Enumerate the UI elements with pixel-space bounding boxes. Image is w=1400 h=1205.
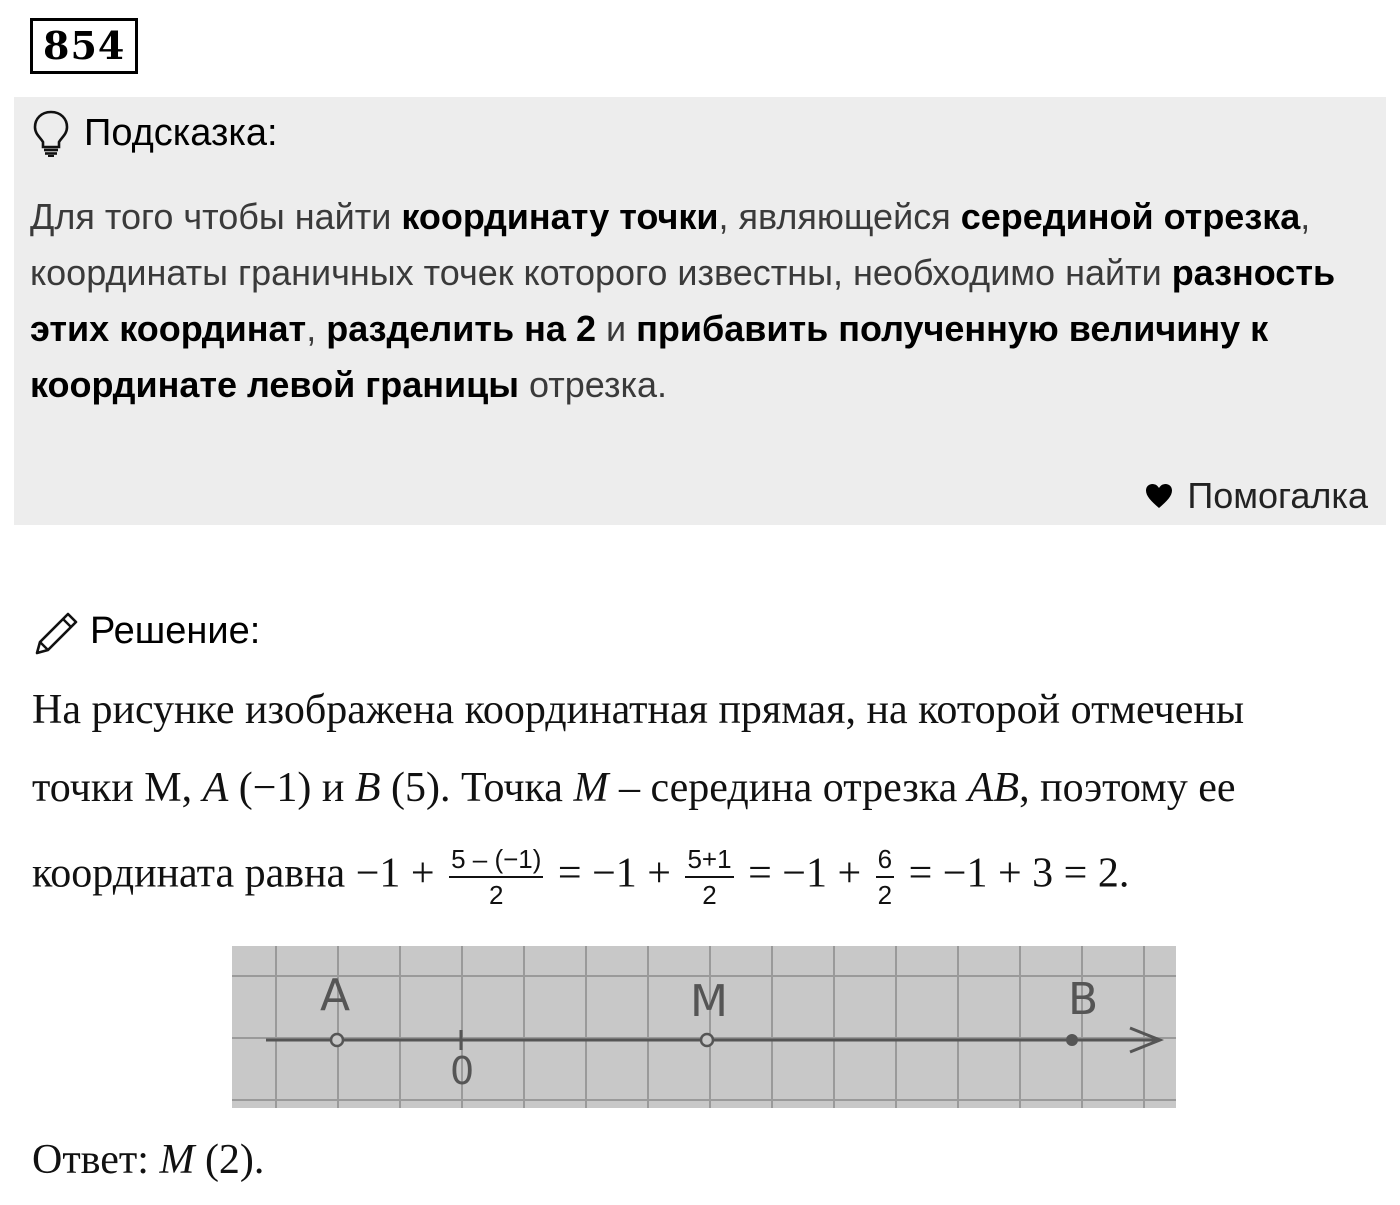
point-m-dot <box>701 1034 713 1046</box>
answer <box>32 1136 264 1184</box>
fraction-1 <box>449 842 543 912</box>
solution-line-2 <box>32 764 1235 812</box>
figure-label-m: M <box>690 976 728 1027</box>
hint-header <box>32 109 278 157</box>
fraction-denominator: 2 <box>702 880 717 910</box>
heart-icon <box>1145 483 1173 509</box>
fraction-denominator: 2 <box>489 880 504 910</box>
hint-bold-part: разделить на 2 <box>326 308 596 349</box>
solution-text: координата равна −1 + <box>32 850 446 897</box>
solution-text: = −1 + 3 = 2. <box>898 850 1130 897</box>
hint-bold-part: разность этих координат <box>30 252 1336 349</box>
answer-value: (2). <box>194 1137 265 1183</box>
figure-label-b: B <box>1068 974 1099 1025</box>
point-b-label: B <box>354 765 381 811</box>
number-line-drawing <box>232 946 1176 1108</box>
solution-text: – середина отрезка <box>608 765 968 811</box>
solution-text: = −1 + <box>547 850 682 897</box>
task-number: 854 <box>30 18 138 74</box>
lightbulb-icon <box>32 109 70 157</box>
fraction-3 <box>876 842 894 912</box>
hint-title: Подсказка: <box>84 111 278 154</box>
hint-text-part: Для того чтобы найти <box>30 196 402 237</box>
fraction-numerator: 6 <box>876 842 894 878</box>
hint-bold-part: прибавить полученную величину к координате левой границы <box>30 308 1269 405</box>
figure-label-a: A <box>320 970 351 1021</box>
hint-bold-part: координату точки <box>401 196 719 237</box>
solution-header <box>32 606 260 656</box>
pencil-icon <box>32 606 82 656</box>
answer-prefix: Ответ: <box>32 1137 160 1183</box>
solution-line-3 <box>32 842 1129 912</box>
point-m-label: M <box>573 765 609 811</box>
answer-variable: M <box>159 1137 195 1183</box>
solution-text: , поэтому ее <box>1019 765 1236 811</box>
solution-text: = −1 + <box>737 850 872 897</box>
hint-box <box>14 97 1386 525</box>
hint-text-part: , <box>306 308 327 349</box>
fraction-numerator: 5 – (−1) <box>449 842 543 878</box>
hint-text-part: отрезка. <box>518 364 668 405</box>
point-a-label: A <box>202 765 229 811</box>
solution-text: (−1) и <box>228 765 355 811</box>
hint-text-part: , являющейся <box>718 196 961 237</box>
segment-ab-label: AB <box>967 765 1020 811</box>
hint-text <box>30 189 1350 413</box>
point-b-dot <box>1066 1034 1078 1046</box>
solution-text: точки М, <box>32 765 203 811</box>
fraction-denominator: 2 <box>877 880 893 910</box>
brand-name: Помогалка <box>1187 475 1368 516</box>
hint-text-part: и <box>595 308 637 349</box>
number-line-figure <box>232 946 1176 1108</box>
hint-text-part: , координаты граничных точек которого известны, необходимо найти <box>30 196 1311 293</box>
fraction-2 <box>685 842 733 912</box>
solution-line-1: На рисунке изображена координатная прямая, на которой отмечены <box>32 687 1245 733</box>
hint-bold-part: серединой отрезка <box>960 196 1301 237</box>
solution-text: (5). Точка <box>380 765 574 811</box>
fraction-numerator: 5+1 <box>685 842 733 878</box>
figure-label-zero: 0 <box>450 1049 475 1093</box>
solution-title: Решение: <box>90 609 261 652</box>
brand <box>1145 475 1368 517</box>
point-a-dot <box>331 1034 343 1046</box>
